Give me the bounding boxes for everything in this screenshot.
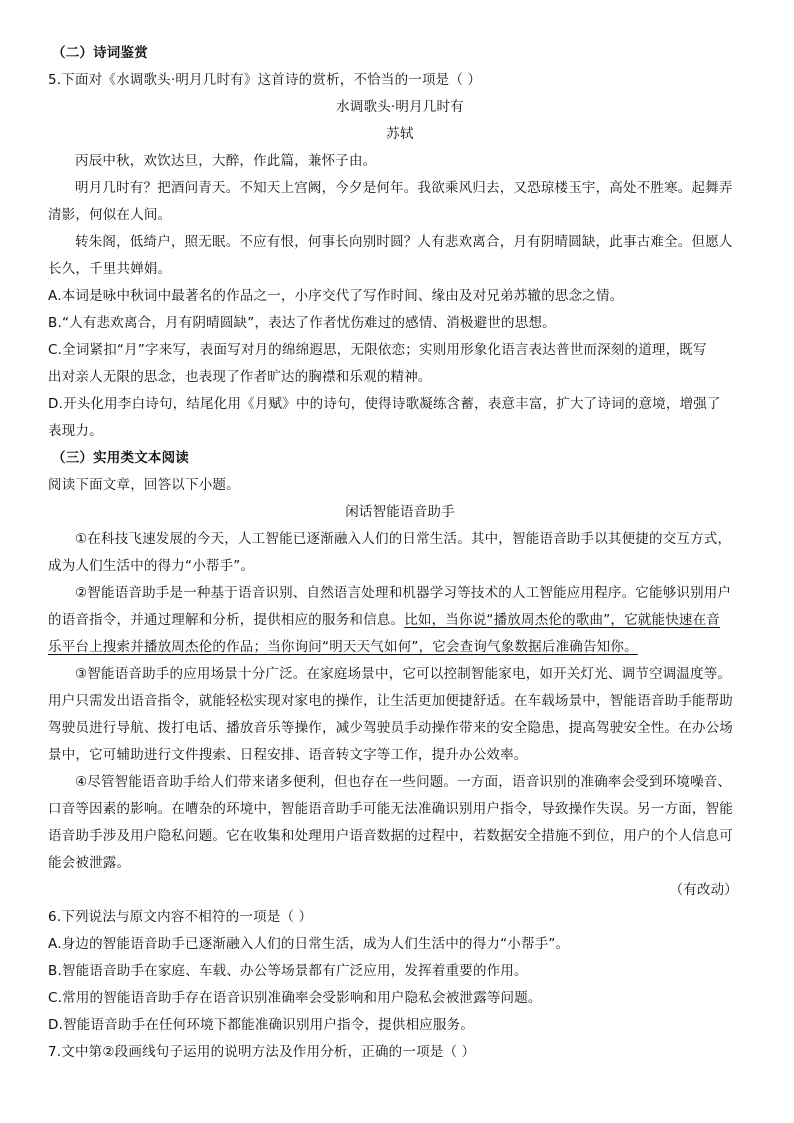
- poem-stanza-2-cont: 长久，千里共婵娟。: [48, 261, 172, 277]
- article-paragraph-4: ④尽管智能语音助手给人们带来诸多便利，但也存在一些问题。一方面，语音识别的准确率会受到环境噪音、: [75, 774, 732, 790]
- article-paragraph-4-cont-3: 能会被泄露。: [48, 855, 131, 871]
- question-7-stem: 7.文中第②段画线句子运用的说明方法及作用分析，正确的一项是（ ）: [48, 1044, 476, 1060]
- q6-option-a: A.身边的智能语音助手已逐渐融入人们的日常生活，成为人们生活中的得力“小帮手”。: [48, 936, 570, 952]
- article-paragraph-1-cont: 成为人们生活中的得力“小帮手”。: [48, 558, 255, 574]
- article-paragraph-1: ①在科技飞速发展的今天，人工智能已逐渐融入人们的日常生活。其中，智能语音助手以其便捷的交互方式，: [75, 531, 732, 547]
- article-paragraph-4-cont-2: 语音助手涉及用户隐私问题。它在收集和处理用户语音数据的过程中，若数据安全措施不到位，用户的个人信息可: [48, 828, 733, 844]
- article-paragraph-4-cont: 口音等因素的影响。在嘈杂的环境中，智能语音助手可能无法准确识别用户指令，导致操作失误。另一方面，智能: [48, 801, 733, 817]
- article-title: 闲话智能语音助手: [345, 504, 455, 520]
- q6-option-c: C.常用的智能语音助手存在语音识别准确率会受影响和用户隐私会被泄露等问题。: [48, 990, 542, 1006]
- reading-instruction: 阅读下面文章，回答以下小题。: [48, 477, 240, 493]
- question-6-stem: 6.下列说法与原文内容不相符的一项是（ ）: [48, 909, 313, 925]
- underlined-sentence-cont: 乐平台上搜索并播放周杰伦的作品；当你询问“明天天气如何”，它会查询气象数据后准确告知你。: [48, 639, 638, 655]
- underlined-sentence: 比如，当你说“播放周杰伦的歌曲”，它就能快速在音: [404, 612, 720, 628]
- q5-option-d-cont: 表现力。: [48, 423, 103, 439]
- q5-option-b: B.“人有悲欢离合，月有阴晴圆缺”，表达了作者忧伤难过的感情、消极避世的思想。: [48, 315, 556, 331]
- document-page: [48, 40, 752, 1066]
- article-paragraph-2: ②智能语音助手是一种基于语音识别、自然语言处理和机器学习等技术的人工智能应用程序。它能够识别用户: [75, 585, 732, 601]
- question-5-stem: 5.下面对《水调歌头·明月几时有》这首诗的赏析，不恰当的一项是（ ）: [48, 72, 482, 88]
- poem-title: 水调歌头·明月几时有: [336, 99, 464, 115]
- q6-option-d: D.智能语音助手在任何环境下都能准确识别用户指令，提供相应服务。: [48, 1017, 475, 1033]
- poem-author: 苏轼: [386, 126, 414, 142]
- q6-option-b: B.智能语音助手在家庭、车载、办公等场景都有广泛应用，发挥着重要的作用。: [48, 963, 528, 979]
- q5-option-c: C.全词紧扣“月”字来写，表面写对月的绵绵遐思，无限依恋；实则用形象化语言表达普世而深刻的道理，既写: [48, 342, 707, 358]
- poem-preface: 丙辰中秋，欢饮达旦，大醉，作此篇，兼怀子由。: [75, 153, 377, 169]
- paragraph-2-plain-text: 的语音指令，并通过理解和分析，提供相应的服务和信息。: [48, 612, 405, 628]
- q5-option-c-cont: 出对亲人无限的思念，也表现了作者旷达的胸襟和乐观的精神。: [48, 369, 432, 385]
- article-paragraph-3-cont-3: 景中，它可辅助进行文件搜索、日程安排、语音转文字等工作，提升办公效率。: [48, 747, 528, 763]
- article-paragraph-3-cont-2: 驾驶员进行导航、拨打电话、播放音乐等操作，减少驾驶员手动操作带来的安全隐患，提高驾驶安全性。在办公场: [48, 720, 733, 736]
- source-note: （有改动）: [669, 882, 738, 898]
- poem-stanza-1: 明月几时有？把酒问青天。不知天上宫阙，今夕是何年。我欲乘风归去，又恐琼楼玉宇，高处不胜寒。起舞弄: [75, 180, 733, 196]
- poem-stanza-2: 转朱阁，低绮户，照无眠。不应有恨，何事长向别时圆？人有悲欢离合，月有阴晴圆缺，此事古难全。但愿人: [75, 234, 733, 250]
- section-heading-practical: （三）实用类文本阅读: [52, 450, 189, 466]
- article-paragraph-3-cont: 用户只需发出语音指令，就能轻松实现对家电的操作，让生活更加便捷舒适。在车载场景中，智能语音助手能帮助: [48, 693, 733, 709]
- article-paragraph-3: ③智能语音助手的应用场景十分广泛。在家庭场景中，它可以控制智能家电，如开关灯光、调节空调温度等。: [75, 666, 732, 682]
- q5-option-d: D.开头化用李白诗句，结尾化用《月赋》中的诗句，使得诗歌凝练含蓄，表意丰富，扩大了诗词的意境，增强了: [48, 396, 721, 412]
- section-heading-poetry: （二）诗词鉴赏: [52, 45, 148, 61]
- article-paragraph-2-cont: [48, 607, 752, 634]
- poem-stanza-1-cont: 清影，何似在人间。: [48, 207, 172, 223]
- article-paragraph-2-cont-2: [48, 634, 752, 661]
- q5-option-a: A.本词是咏中秋词中最著名的作品之一，小序交代了写作时间、缘由及对兄弟苏辙的思念之情。: [48, 288, 624, 304]
